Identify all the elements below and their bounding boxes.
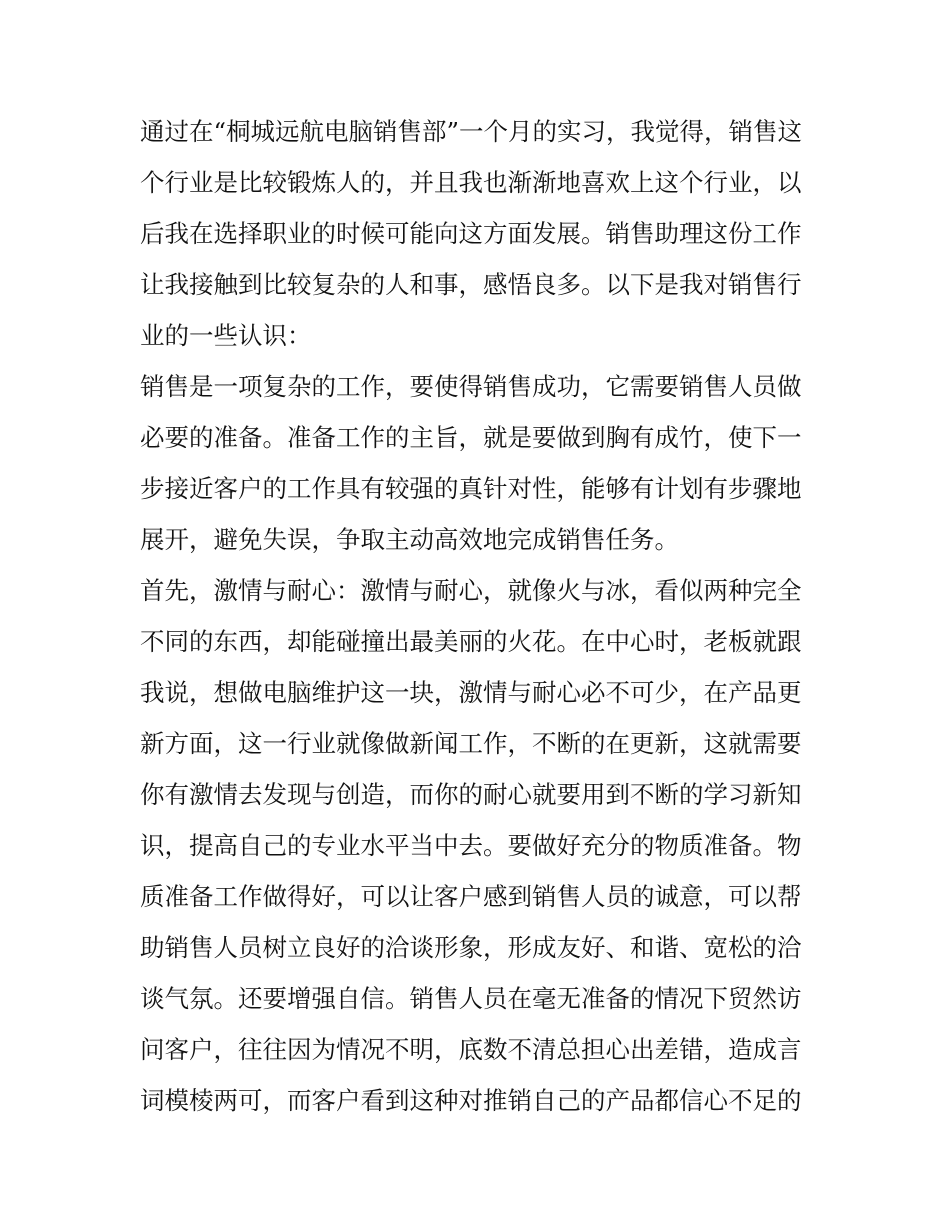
text-line: 助销售人员树立良好的洽谈形象，形成友好、和谐、宽松的洽 bbox=[140, 933, 802, 962]
body-text bbox=[140, 106, 820, 1126]
text-line: 个行业是比较锻炼人的，并且我也渐渐地喜欢上这个行业，以 bbox=[140, 168, 802, 197]
text-line: 新方面，这一行业就像做新闻工作，不断的在更新，这就需要 bbox=[140, 729, 802, 758]
text-line: 展开，避免失误，争取主动高效地完成销售任务。 bbox=[140, 525, 679, 554]
text-line: 步接近客户的工作具有较强的真针对性，能够有计划有步骤地 bbox=[140, 474, 802, 503]
text-line: 谈气氛。还要增强自信。销售人员在毫无准备的情况下贸然访 bbox=[140, 984, 802, 1013]
text-line: 后我在选择职业的时候可能向这方面发展。销售助理这份工作 bbox=[140, 219, 802, 248]
text-line: 质准备工作做得好，可以让客户感到销售人员的诚意，可以帮 bbox=[140, 882, 802, 911]
text-line: 业的一些认识： bbox=[140, 321, 312, 350]
text-line: 必要的准备。准备工作的主旨，就是要做到胸有成竹，使下一 bbox=[140, 423, 802, 452]
text-line: 你有激情去发现与创造，而你的耐心就要用到不断的学习新知 bbox=[140, 780, 802, 809]
text-line: 我说，想做电脑维护这一块，激情与耐心必不可少，在产品更 bbox=[140, 678, 802, 707]
text-line: 让我接触到比较复杂的人和事，感悟良多。以下是我对销售行 bbox=[140, 270, 802, 299]
text-line: 首先，激情与耐心：激情与耐心，就像火与冰，看似两种完全 bbox=[140, 576, 802, 605]
text-line: 销售是一项复杂的工作，要使得销售成功，它需要销售人员做 bbox=[140, 372, 802, 401]
text-line: 通过在“桐城远航电脑销售部”一个月的实习，我觉得，销售这 bbox=[140, 117, 803, 146]
text-line: 识，提高自己的专业水平当中去。要做好充分的物质准备。物 bbox=[140, 831, 802, 860]
text-line: 词模棱两可，而客户看到这种对推销自己的产品都信心不足的 bbox=[140, 1086, 802, 1115]
text-line: 不同的东西，却能碰撞出最美丽的火花。在中心时，老板就跟 bbox=[140, 627, 802, 656]
text-line: 问客户，往往因为情况不明，底数不清总担心出差错，造成言 bbox=[140, 1035, 802, 1064]
